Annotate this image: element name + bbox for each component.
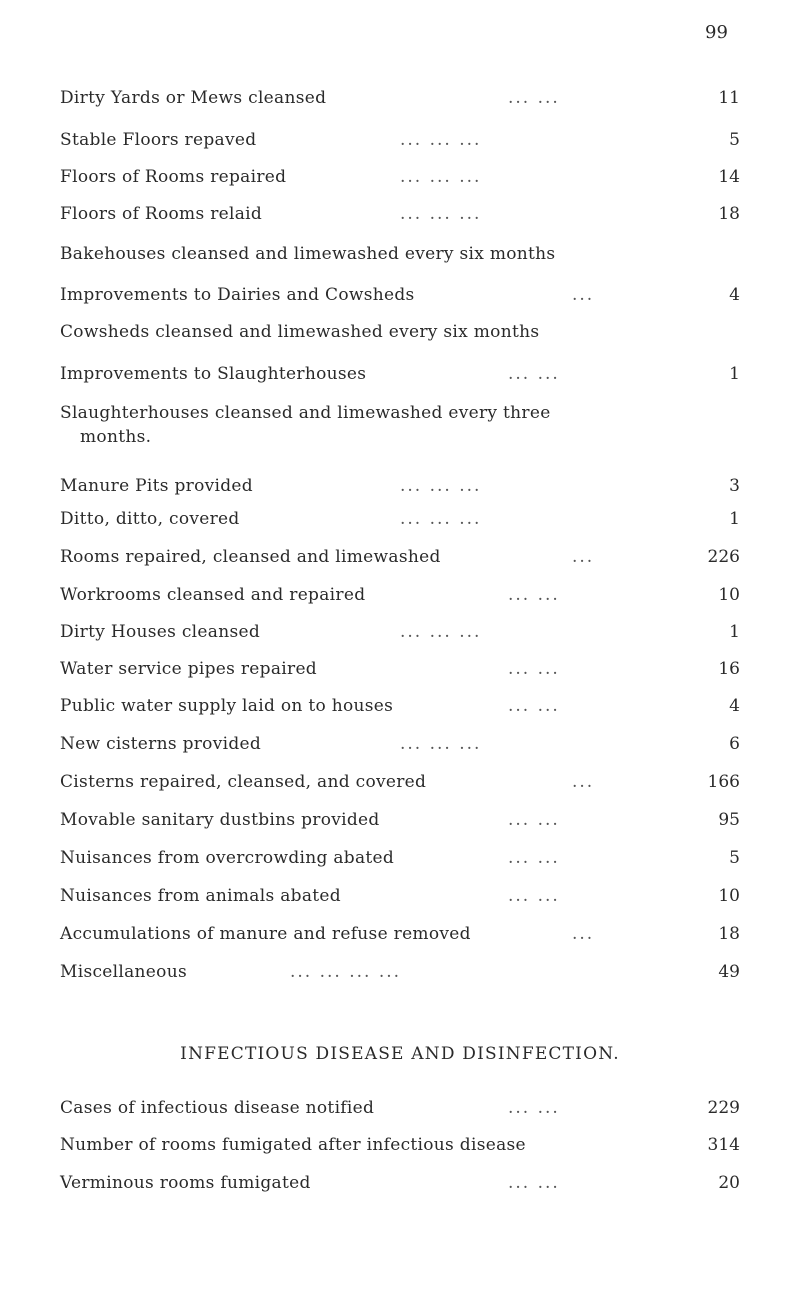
leader-dots: ... ... ... (400, 130, 482, 150)
item-value: 6 (729, 734, 740, 754)
item-value: 14 (718, 167, 740, 187)
item-value: 166 (707, 772, 740, 792)
leader-dots: ... ... (508, 659, 560, 679)
leader-dots: ... ... (508, 886, 560, 906)
leader-dots: ... ... (508, 848, 560, 868)
item-value: 10 (718, 585, 740, 605)
item-label: Floors of Rooms relaid (60, 204, 263, 224)
leader-dots: ... ... ... (400, 622, 482, 642)
item-label: Rooms repaired, cleansed and limewashed (60, 547, 441, 567)
item-label (60, 401, 680, 449)
leader-dots: ... (572, 772, 595, 792)
item-value: 4 (729, 285, 740, 305)
item-label: Nuisances from animals abated (60, 886, 341, 906)
item-value: 5 (729, 130, 740, 150)
item-label: Verminous rooms fumigated (60, 1173, 311, 1193)
leader-dots: ... ... ... ... (290, 962, 402, 982)
leader-dots: ... (572, 547, 595, 567)
item-value: 314 (707, 1135, 740, 1155)
item-label: Cases of infectious disease notified (60, 1098, 375, 1118)
item-label: Movable sanitary dustbins provided (60, 810, 380, 830)
leader-dots: ... ... (508, 364, 560, 384)
item-label: Cowsheds cleansed and limewashed every six months (60, 322, 540, 342)
item-value: 226 (707, 547, 740, 567)
leader-dots: ... ... ... (400, 734, 482, 754)
leader-dots: ... ... ... (400, 204, 482, 224)
leader-dots: ... ... (508, 696, 560, 716)
leader-dots: ... (572, 924, 595, 944)
item-label: New cisterns provided (60, 734, 262, 754)
item-value: 20 (718, 1173, 740, 1193)
page-number: 99 (705, 22, 728, 43)
item-value: 5 (729, 848, 740, 868)
item-label: Manure Pits provided (60, 476, 253, 496)
item-label: Workrooms cleansed and repaired (60, 585, 366, 605)
item-label: Floors of Rooms repaired (60, 167, 287, 187)
item-value: 95 (718, 810, 740, 830)
leader-dots: ... ... ... (400, 476, 482, 496)
item-label: Stable Floors repaved (60, 130, 257, 150)
item-value: 1 (729, 364, 740, 384)
leader-dots: ... ... (508, 1173, 560, 1193)
item-label-line: Slaughterhouses cleansed and limewashed every three (60, 403, 551, 423)
item-value: 10 (718, 886, 740, 906)
item-value: 16 (718, 659, 740, 679)
item-value: 229 (707, 1098, 740, 1118)
item-label: Dirty Yards or Mews cleansed (60, 88, 327, 108)
section-heading: INFECTIOUS DISEASE AND DISINFECTION. (180, 1044, 620, 1064)
item-value: 49 (718, 962, 740, 982)
item-value: 3 (729, 476, 740, 496)
item-value: 18 (718, 924, 740, 944)
item-value: 18 (718, 204, 740, 224)
item-value: 11 (718, 88, 740, 108)
item-label: Miscellaneous (60, 962, 187, 982)
item-label: Accumulations of manure and refuse removed (60, 924, 471, 944)
item-label: Public water supply laid on to houses (60, 696, 394, 716)
item-label: Improvements to Dairies and Cowsheds (60, 285, 415, 305)
item-label: Nuisances from overcrowding abated (60, 848, 395, 868)
item-value: 4 (729, 696, 740, 716)
leader-dots: ... ... (508, 88, 560, 108)
item-label-continuation: months. (80, 427, 152, 447)
leader-dots: ... ... (508, 1098, 560, 1118)
item-label: Water service pipes repaired (60, 659, 317, 679)
leader-dots: ... ... ... (400, 509, 482, 529)
item-value: 1 (729, 622, 740, 642)
item-label: Improvements to Slaughterhouses (60, 364, 367, 384)
leader-dots: ... (572, 285, 595, 305)
leader-dots: ... ... (508, 810, 560, 830)
item-label: Bakehouses cleansed and limewashed every six months (60, 244, 556, 264)
leader-dots: ... ... (508, 585, 560, 605)
item-label: Number of rooms fumigated after infectious disease (60, 1135, 526, 1155)
item-value: 1 (729, 509, 740, 529)
leader-dots: ... ... ... (400, 167, 482, 187)
item-label: Ditto, ditto, covered (60, 509, 240, 529)
item-label: Cisterns repaired, cleansed, and covered (60, 772, 427, 792)
item-label: Dirty Houses cleansed (60, 622, 261, 642)
